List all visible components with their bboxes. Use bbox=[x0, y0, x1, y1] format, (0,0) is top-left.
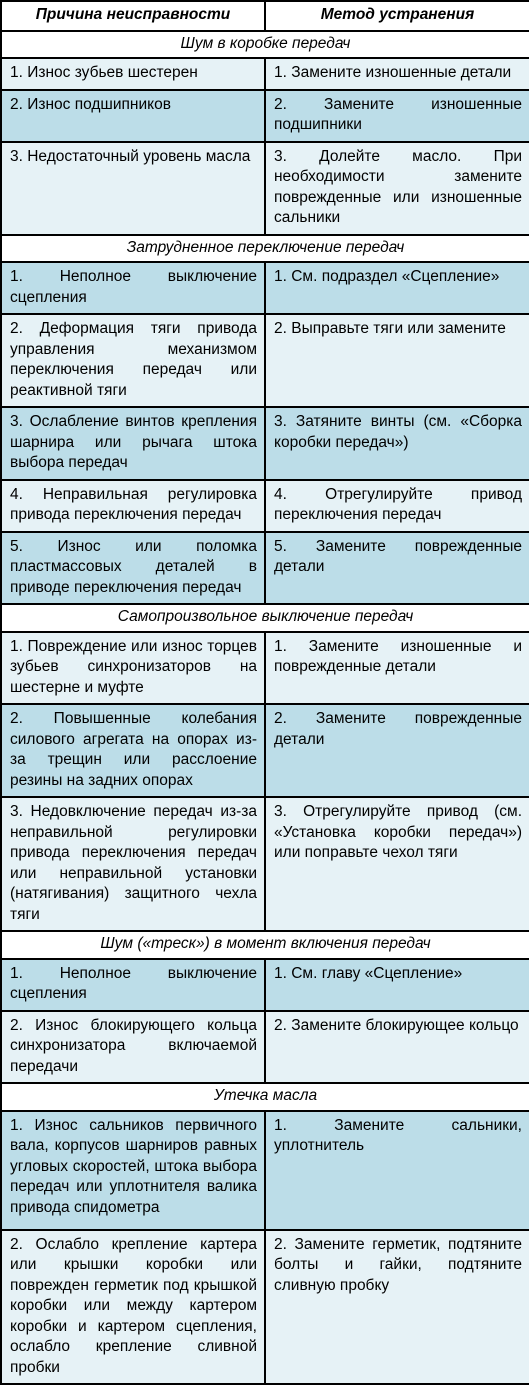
cause-cell: 4. Неправильная регулировка привода переключения передач bbox=[1, 480, 265, 532]
table-row bbox=[1, 1011, 529, 1084]
remedy-cell: 1. См. подраздел «Сцепление» bbox=[265, 262, 529, 314]
section-title: Шум в коробке передач bbox=[1, 31, 529, 59]
remedy-cell: 5. Замените поврежденные детали bbox=[265, 532, 529, 605]
cause-cell: 5. Износ или поломка пластмассовых деталей в приводе переключения передач bbox=[1, 532, 265, 605]
table-row bbox=[1, 1111, 529, 1230]
table-row bbox=[1, 532, 529, 605]
cause-cell: 2. Ослабло крепление картера или крышки коробки или поврежден герметик под крышкой коробки или между картером коробки и картером сцепления, ослабло крепление сливной пробки bbox=[1, 1230, 265, 1385]
cause-cell: 3. Недостаточный уровень масла bbox=[1, 142, 265, 235]
cause-cell: 2. Повышенные колебания силового агрегата на опорах из-за трещин или расслоение резины на задних опорах bbox=[1, 704, 265, 797]
remedy-cell: 1. Замените изношенные детали bbox=[265, 58, 529, 90]
table-row bbox=[1, 58, 529, 90]
cause-cell: 2. Износ подшипников bbox=[1, 90, 265, 142]
table-row bbox=[1, 704, 529, 797]
table-row bbox=[1, 314, 529, 407]
header-cause: Причина неисправности bbox=[1, 1, 265, 31]
remedy-cell: 2. Замените герметик, подтяните болты и гайки, подтяните сливную пробку bbox=[265, 1230, 529, 1385]
table-row bbox=[1, 959, 529, 1011]
remedy-cell: 2. Выправьте тяги или замените bbox=[265, 314, 529, 407]
remedy-cell: 3. Затяните винты (см. «Сборка коробки передач») bbox=[265, 407, 529, 480]
cause-cell: 1. Повреждение или износ торцев зубьев синхронизаторов на шестерне и муфте bbox=[1, 632, 265, 705]
section-title: Утечка масла bbox=[1, 1083, 529, 1111]
table-row bbox=[1, 1230, 529, 1385]
table-body bbox=[1, 31, 529, 1385]
table-row bbox=[1, 262, 529, 314]
section-row bbox=[1, 604, 529, 632]
table-row bbox=[1, 632, 529, 705]
remedy-cell: 1. Замените изношенные и поврежденные детали bbox=[265, 632, 529, 705]
table-header-row bbox=[1, 1, 529, 31]
remedy-cell: 2. Замените поврежденные детали bbox=[265, 704, 529, 797]
cause-cell: 3. Недовключение передач из-за неправильной регулировки привода переключения передач или неправильной установки (натягивания) защитного чехла тяги bbox=[1, 797, 265, 931]
remedy-cell: 2. Замените изношенные подшипники bbox=[265, 90, 529, 142]
remedy-cell: 3. Долейте масло. При необходимости замените поврежденные или изношенные сальники bbox=[265, 142, 529, 235]
table-row bbox=[1, 142, 529, 235]
section-title: Шум («треск») в момент включения передач bbox=[1, 931, 529, 959]
remedy-cell: 1. См. главу «Сцепление» bbox=[265, 959, 529, 1011]
cause-cell: 1. Неполное выключение сцепления bbox=[1, 959, 265, 1011]
cause-cell: 1. Износ зубьев шестерен bbox=[1, 58, 265, 90]
section-title: Затрудненное переключение передач bbox=[1, 235, 529, 263]
table-row bbox=[1, 480, 529, 532]
table-row bbox=[1, 407, 529, 480]
cause-cell: 2. Деформация тяги привода управления механизмом переключения передач или реактивной тяги bbox=[1, 314, 265, 407]
remedy-cell: 4. Отрегулируйте привод переключения передач bbox=[265, 480, 529, 532]
cause-cell: 3. Ослабление винтов крепления шарнира или рычага штока выбора передач bbox=[1, 407, 265, 480]
remedy-cell: 3. Отрегулируйте привод (см. «Установка коробки передач») или поправьте чехол тяги bbox=[265, 797, 529, 931]
header-remedy: Метод устранения bbox=[265, 1, 529, 31]
section-row bbox=[1, 1083, 529, 1111]
cause-cell: 1. Износ сальников первичного вала, корпусов шарниров равных угловых скоростей, штока выбора передач или уплотнителя валика привода спидометра bbox=[1, 1111, 265, 1230]
section-row bbox=[1, 31, 529, 59]
remedy-cell: 1. Замените сальники, уплотнитель bbox=[265, 1111, 529, 1230]
section-row bbox=[1, 931, 529, 959]
table-row bbox=[1, 797, 529, 931]
cause-cell: 2. Износ блокирующего кольца синхронизатора включаемой передачи bbox=[1, 1011, 265, 1084]
section-title: Самопроизвольное выключение передач bbox=[1, 604, 529, 632]
table-row bbox=[1, 90, 529, 142]
remedy-cell: 2. Замените блокирующее кольцо bbox=[265, 1011, 529, 1084]
section-row bbox=[1, 235, 529, 263]
cause-cell: 1. Неполное выключение сцепления bbox=[1, 262, 265, 314]
